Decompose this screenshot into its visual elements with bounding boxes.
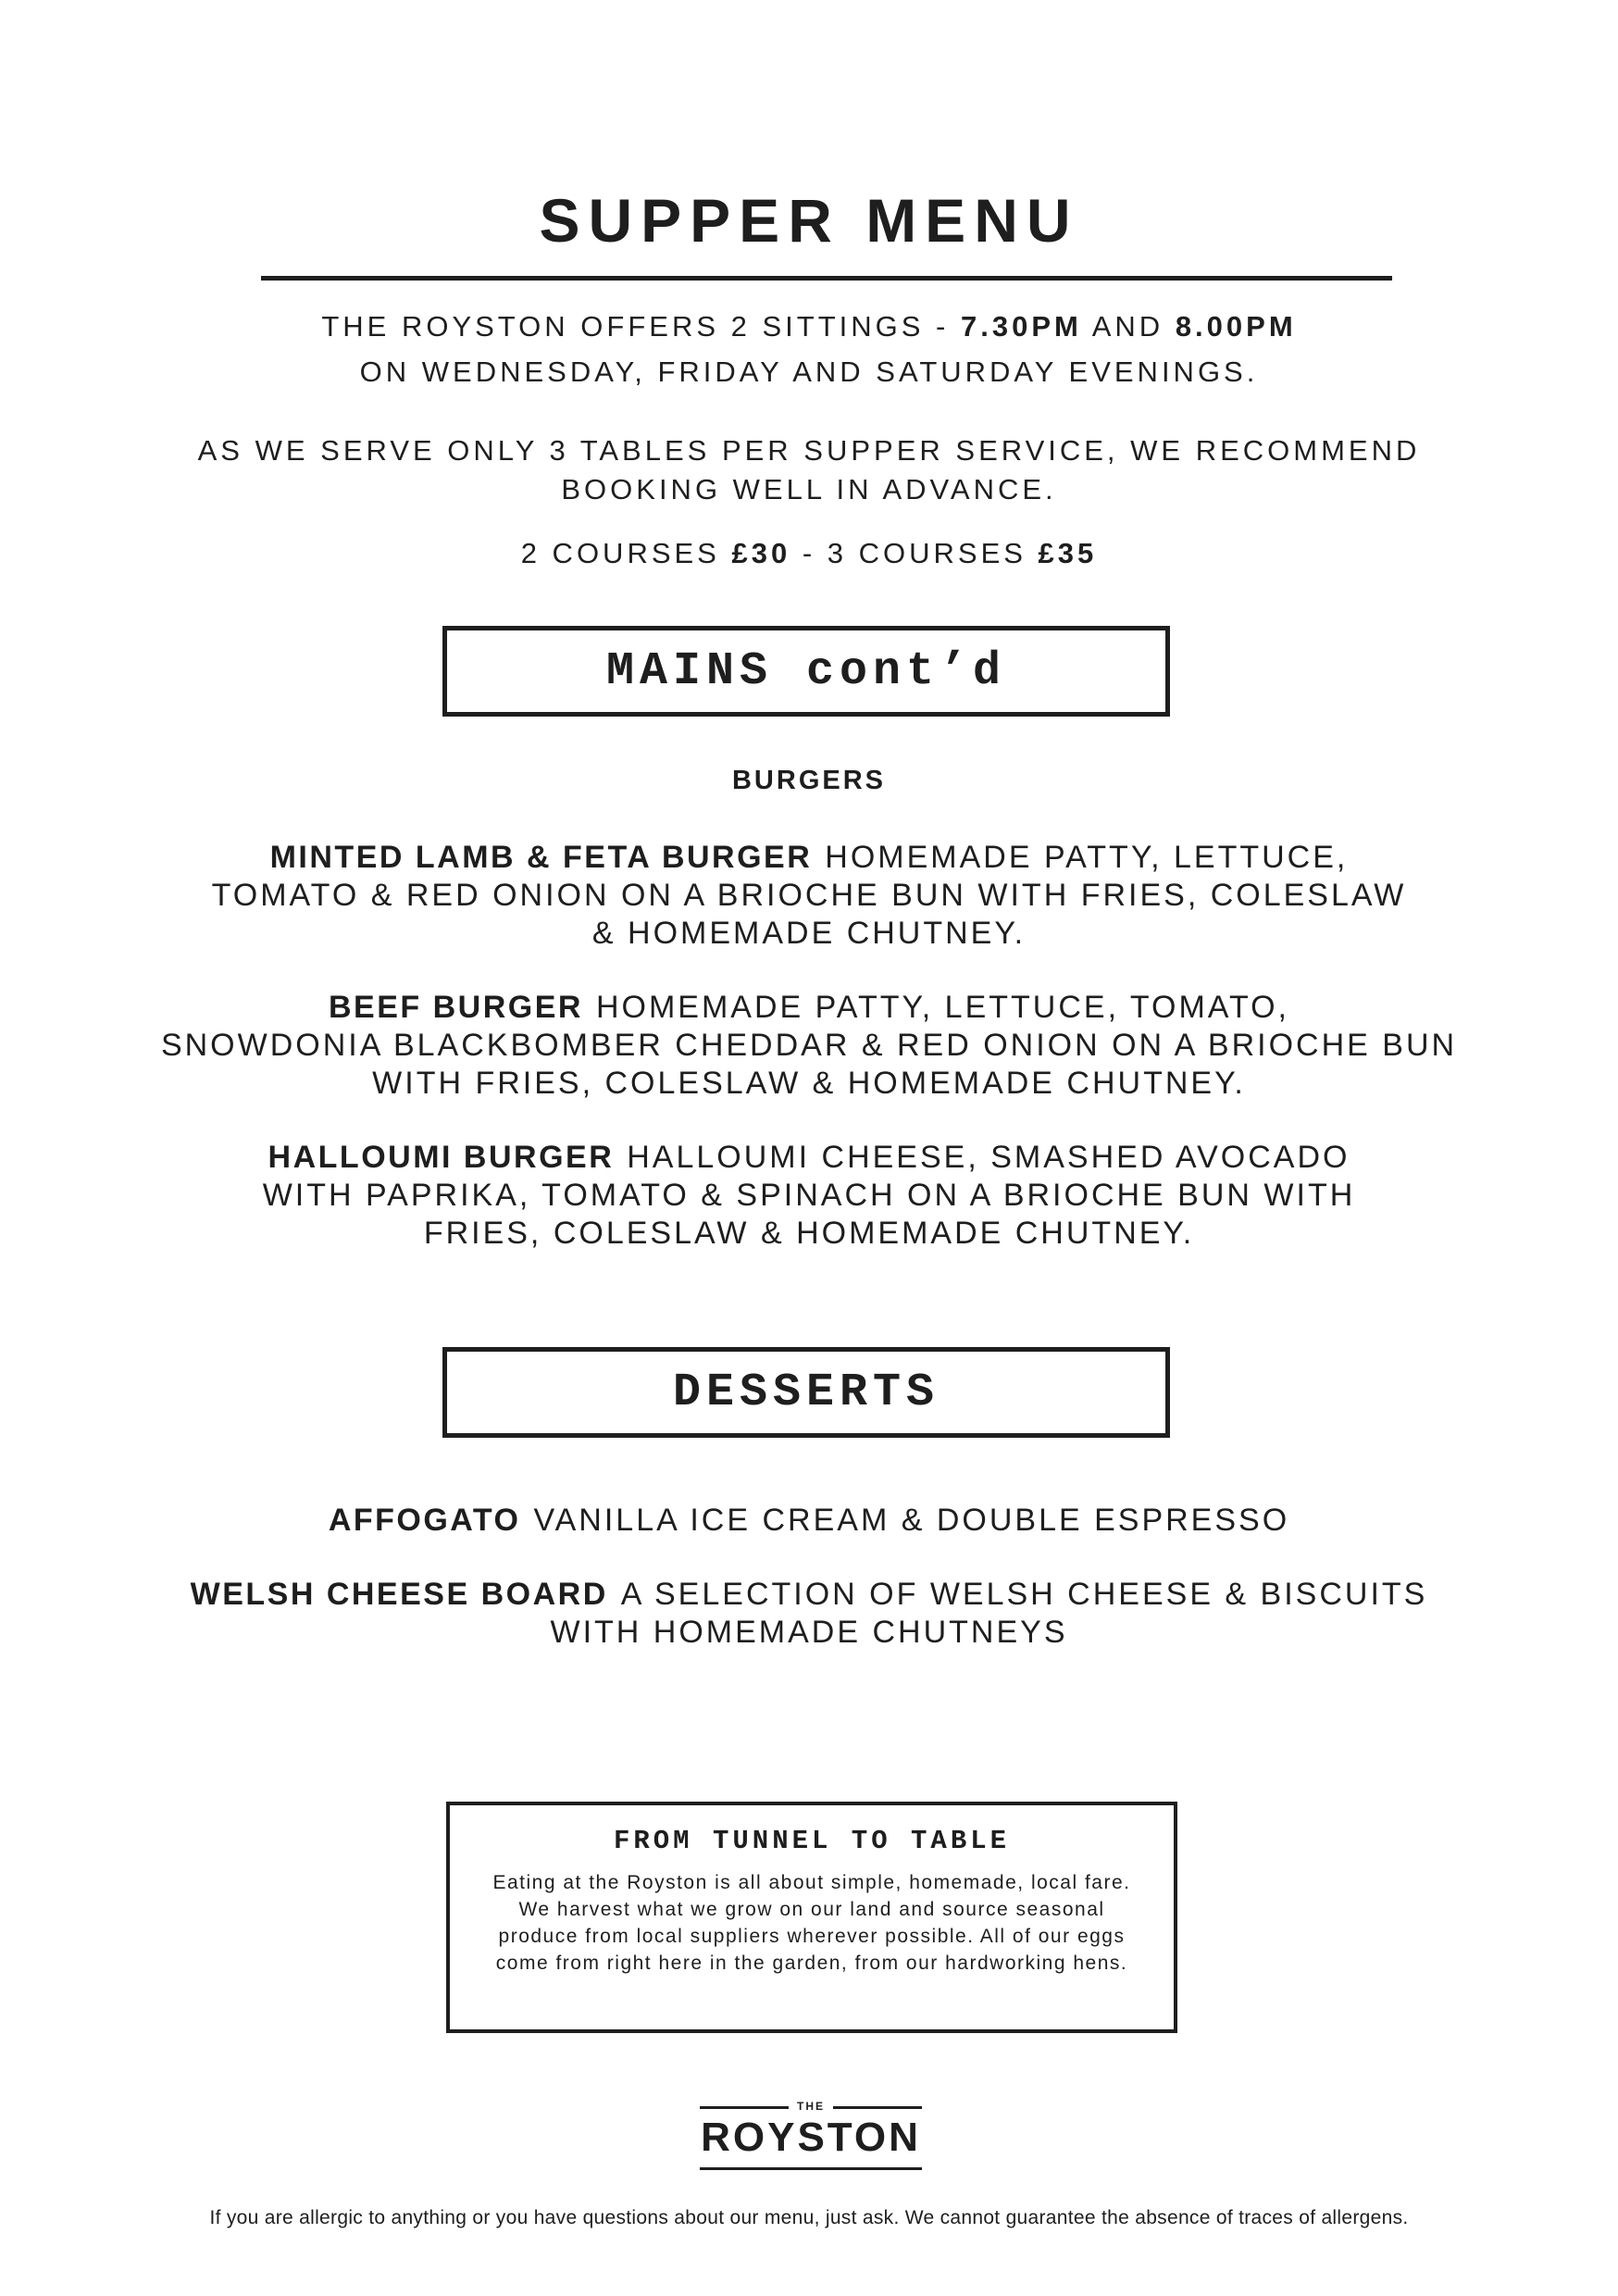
info-text: Eating at the Royston is all about simple, homemade, local fare. We harvest what we grow on our land and source seasonal produce from local suppliers wherever possible. All of our eggs come from right here in the garden, from our hardworking hens.	[492, 1872, 1131, 1974]
item-description: HOMEMADE PATTY, LETTUCE, TOMATO,	[595, 990, 1289, 1025]
menu-item-lamb-burger	[0, 839, 1618, 953]
desserts-section-box	[442, 1347, 1170, 1438]
booking-line-2: BOOKING WELL IN ADVANCE.	[561, 473, 1057, 505]
item-description: A SELECTION OF WELSH CHEESE & BISCUITS	[620, 1577, 1428, 1612]
item-name: MINTED LAMB & FETA BURGER	[269, 840, 813, 875]
item-description: VANILLA ICE CREAM & DOUBLE ESPRESSO	[533, 1503, 1290, 1538]
menu-item-cheese-board	[0, 1576, 1618, 1652]
item-description: & HOMEMADE CHUTNEY.	[591, 916, 1027, 951]
logo-rule-bottom	[700, 2167, 922, 2170]
tunnel-to-table-box	[446, 1802, 1177, 2033]
evenings-line: ON WEDNESDAY, FRIDAY AND SATURDAY EVENINGS.	[359, 356, 1259, 388]
sittings-and: AND	[1081, 310, 1176, 343]
item-description: FRIES, COLESLAW & HOMEMADE CHUTNEY.	[423, 1216, 1195, 1251]
item-description: WITH HOMEMADE CHUTNEYS	[550, 1615, 1068, 1650]
sitting-one: 7.30PM	[961, 310, 1082, 343]
logo-the: THE	[797, 2100, 825, 2113]
price-three-label: - 3 COURSES	[790, 537, 1039, 569]
desserts-title: DESSERTS	[672, 1366, 940, 1419]
menu-item-affogato	[0, 1502, 1618, 1540]
item-name: WELSH CHEESE BOARD	[190, 1577, 608, 1612]
title-divider	[261, 276, 1392, 281]
price-line	[0, 534, 1618, 573]
item-description: TOMATO & RED ONION ON A BRIOCHE BUN WITH FRIES, COLESLAW	[211, 878, 1407, 913]
menu-item-beef-burger	[0, 989, 1618, 1103]
item-description: HALLOUMI CHEESE, SMASHED AVOCADO	[627, 1140, 1350, 1175]
item-description: SNOWDONIA BLACKBOMBER CHEDDAR & RED ONION ON A BRIOCHE BUN	[160, 1028, 1458, 1063]
burgers-subheading: BURGERS	[731, 766, 886, 795]
logo-name: ROYSTON	[701, 2115, 921, 2160]
menu-item-halloumi-burger	[0, 1139, 1618, 1253]
sitting-two: 8.00PM	[1175, 310, 1297, 343]
item-name: HALLOUMI BURGER	[268, 1140, 615, 1175]
price-two: £30	[731, 537, 791, 569]
item-name: AFFOGATO	[328, 1503, 521, 1538]
item-name: BEEF BURGER	[329, 990, 583, 1025]
sittings-prefix: THE ROYSTON OFFERS 2 SITTINGS -	[321, 310, 961, 343]
mains-section-box	[442, 626, 1170, 717]
price-three: £35	[1038, 537, 1098, 569]
price-two-label: 2 COURSES	[520, 537, 732, 569]
mains-title: MAINS cont’d	[605, 644, 1007, 698]
allergy-notice: If you are allergic to anything or you have questions about our menu, just ask. We cannot guarantee the absence of traces of allergens.	[209, 2207, 1409, 2228]
royston-logo	[700, 2100, 922, 2170]
item-description: HOMEMADE PATTY, LETTUCE,	[825, 840, 1349, 875]
sittings-line	[0, 307, 1618, 346]
item-description: WITH PAPRIKA, TOMATO & SPINACH ON A BRIOCHE BUN WITH	[262, 1178, 1356, 1213]
item-description: WITH FRIES, COLESLAW & HOMEMADE CHUTNEY.	[372, 1066, 1246, 1101]
page-title: SUPPER MENU	[539, 186, 1079, 255]
booking-line-1: AS WE SERVE ONLY 3 TABLES PER SUPPER SERVICE, WE RECOMMEND	[197, 434, 1421, 467]
info-title: FROM TUNNEL TO TABLE	[613, 1826, 1011, 1856]
